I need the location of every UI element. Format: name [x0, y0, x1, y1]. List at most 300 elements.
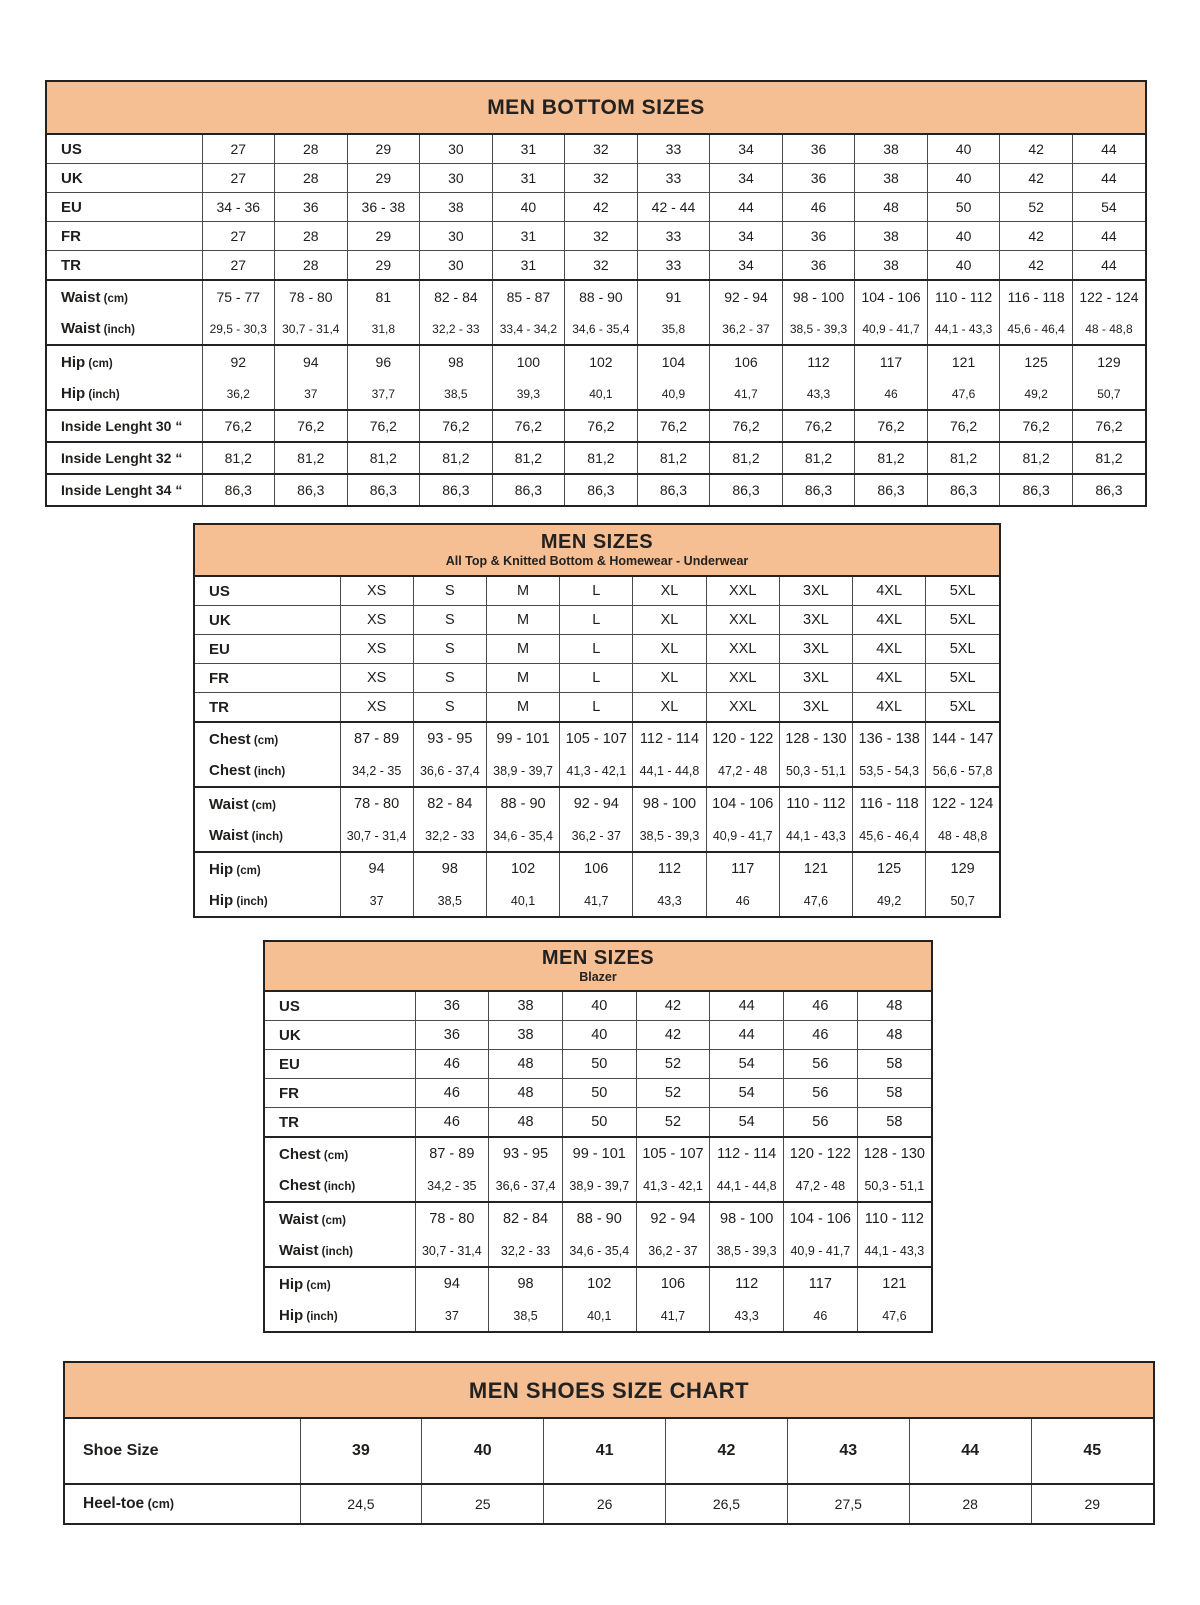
size-cell: 81,2 — [347, 442, 420, 474]
row-label — [195, 606, 340, 635]
size-cell: 46 — [784, 992, 858, 1021]
table-row — [195, 664, 999, 693]
size-cell: 37 — [340, 885, 413, 916]
table-row — [195, 787, 999, 820]
size-cell: 46 — [415, 1050, 489, 1079]
size-cell: 39,3 — [492, 378, 565, 410]
row-label-unit: (inch) — [303, 1311, 338, 1323]
size-cell: 50,7 — [1072, 378, 1145, 410]
size-cell: 98 — [413, 852, 486, 885]
row-label — [265, 1108, 415, 1138]
size-cell: 42 — [666, 1419, 788, 1484]
size-cell: 4XL — [853, 693, 926, 723]
row-label-unit: (inch) — [318, 1246, 353, 1258]
size-cell: 26 — [544, 1484, 666, 1523]
size-cell: 122 - 124 — [1072, 280, 1145, 313]
size-cell: 96 — [347, 345, 420, 378]
row-label — [265, 1202, 415, 1235]
size-cell: 30 — [420, 222, 493, 251]
size-cell: 81,2 — [1072, 442, 1145, 474]
size-cell: 44 — [710, 992, 784, 1021]
size-cell: 75 - 77 — [202, 280, 275, 313]
table-row — [47, 164, 1145, 193]
size-cell: 128 - 130 — [779, 722, 852, 755]
table-row — [265, 1021, 931, 1050]
row-label-text: EU — [209, 640, 230, 658]
table-row — [195, 577, 999, 606]
size-cell: 112 — [710, 1267, 784, 1300]
row-label-unit: (cm) — [303, 1279, 331, 1292]
size-cell: 48 — [489, 1079, 563, 1108]
table-row — [265, 1235, 931, 1267]
row-label-unit: (cm) — [318, 1214, 346, 1227]
size-cell: 38,5 — [489, 1300, 563, 1331]
row-label-unit: (inch) — [233, 896, 268, 908]
size-cell: 81,2 — [420, 442, 493, 474]
table-row — [265, 1137, 931, 1170]
row-label-unit: (inch) — [85, 389, 120, 401]
size-cell: 86,3 — [202, 474, 275, 505]
size-cell: 82 - 84 — [420, 280, 493, 313]
size-cell: 36 — [415, 992, 489, 1021]
size-cell: 129 — [926, 852, 999, 885]
size-cell: 38,5 — [420, 378, 493, 410]
row-label-text: Waist — [61, 288, 101, 306]
size-cell: 30 — [420, 164, 493, 193]
size-cell: 44,1 - 43,3 — [857, 1235, 931, 1267]
size-cell: 81,2 — [927, 442, 1000, 474]
size-cell: 106 — [636, 1267, 710, 1300]
size-cell: 86,3 — [1072, 474, 1145, 505]
size-cell: 94 — [275, 345, 348, 378]
size-cell: 40,9 - 41,7 — [855, 313, 928, 345]
row-label-unit: (cm) — [85, 357, 113, 370]
size-cell: 38,5 - 39,3 — [782, 313, 855, 345]
row-label — [195, 787, 340, 820]
size-cell: 86,3 — [637, 474, 710, 505]
size-cell: 32,2 - 33 — [420, 313, 493, 345]
size-cell: 3XL — [779, 606, 852, 635]
size-cell: M — [486, 635, 559, 664]
size-cell: 5XL — [926, 606, 999, 635]
size-cell: 92 - 94 — [710, 280, 783, 313]
size-cell: 82 - 84 — [413, 787, 486, 820]
size-cell: 40 — [562, 1021, 636, 1050]
row-label-text: Waist — [279, 1210, 319, 1228]
size-cell: 25 — [422, 1484, 544, 1523]
size-cell: 58 — [857, 1108, 931, 1138]
row-label-unit: (inch) — [100, 324, 135, 336]
size-cell: M — [486, 664, 559, 693]
size-cell: 82 - 84 — [489, 1202, 563, 1235]
size-cell: 3XL — [779, 635, 852, 664]
size-cell: 34,6 - 35,4 — [565, 313, 638, 345]
size-cell: 86,3 — [855, 474, 928, 505]
row-label — [195, 722, 340, 755]
size-cell: 121 — [857, 1267, 931, 1300]
size-cell: 34,6 - 35,4 — [562, 1235, 636, 1267]
size-cell: 42 — [1000, 164, 1073, 193]
size-cell: 121 — [779, 852, 852, 885]
size-cell: 46 — [415, 1079, 489, 1108]
size-cell: 86,3 — [927, 474, 1000, 505]
size-cell: 86,3 — [347, 474, 420, 505]
size-cell: 76,2 — [275, 410, 348, 442]
table-row — [265, 1202, 931, 1235]
size-cell: XS — [340, 693, 413, 723]
size-cell: XS — [340, 606, 413, 635]
size-cell: XL — [633, 664, 706, 693]
size-cell: 76,2 — [855, 410, 928, 442]
size-cell: 52 — [636, 1050, 710, 1079]
row-label-text: Inside Lenght 34 “ — [61, 482, 183, 498]
table-row — [47, 313, 1145, 345]
size-cell: 76,2 — [347, 410, 420, 442]
size-cell: 102 — [565, 345, 638, 378]
size-cell: 44,1 - 44,8 — [710, 1170, 784, 1202]
row-label-text: Hip — [209, 860, 234, 878]
size-cell: 144 - 147 — [926, 722, 999, 755]
size-cell: 36,6 - 37,4 — [413, 755, 486, 787]
size-cell: 45,6 - 46,4 — [853, 820, 926, 852]
size-cell: 81,2 — [492, 442, 565, 474]
row-label-text: Waist — [279, 1242, 319, 1259]
size-cell: 112 - 114 — [633, 722, 706, 755]
size-cell: 41,7 — [710, 378, 783, 410]
row-label — [195, 820, 340, 852]
size-cell: 38 — [489, 1021, 563, 1050]
size-cell: 48 — [857, 1021, 931, 1050]
size-cell: 31 — [492, 251, 565, 281]
size-cell: 48 - 48,8 — [926, 820, 999, 852]
size-cell: 33,4 - 34,2 — [492, 313, 565, 345]
size-cell: 36 — [415, 1021, 489, 1050]
row-label — [265, 1235, 415, 1267]
size-cell: 27 — [202, 164, 275, 193]
size-cell: 35,8 — [637, 313, 710, 345]
size-cell: 33 — [637, 135, 710, 164]
table-row — [47, 135, 1145, 164]
row-label-text: FR — [209, 669, 229, 687]
row-label-text: FR — [279, 1084, 299, 1102]
size-cell: 28 — [275, 164, 348, 193]
size-cell: 121 — [927, 345, 1000, 378]
size-cell: 29 — [347, 164, 420, 193]
row-label — [47, 474, 202, 505]
table-row — [47, 222, 1145, 251]
table-header — [47, 82, 1145, 135]
row-label — [47, 345, 202, 378]
size-cell: 36,2 - 37 — [560, 820, 633, 852]
size-cell: 30 — [420, 251, 493, 281]
size-cell: 86,3 — [782, 474, 855, 505]
size-cell: 38 — [855, 251, 928, 281]
table-title: MEN BOTTOM SIZES — [487, 96, 705, 119]
row-label — [47, 135, 202, 164]
size-cell: 81 — [347, 280, 420, 313]
size-cell: 42 — [636, 992, 710, 1021]
size-cell: 36 - 38 — [347, 193, 420, 222]
size-cell: 32 — [565, 251, 638, 281]
row-label — [265, 1170, 415, 1202]
size-cell: 93 - 95 — [489, 1137, 563, 1170]
size-cell: 105 - 107 — [560, 722, 633, 755]
size-cell: 48 — [489, 1108, 563, 1138]
size-cell: 58 — [857, 1079, 931, 1108]
size-cell: 40 — [562, 992, 636, 1021]
size-cell: 44 — [1072, 135, 1145, 164]
size-cell: 100 — [492, 345, 565, 378]
row-label-text: Hip — [279, 1275, 304, 1293]
size-cell: 125 — [1000, 345, 1073, 378]
table-row — [47, 251, 1145, 281]
size-cell: 32 — [565, 135, 638, 164]
size-cell: 76,2 — [637, 410, 710, 442]
table-row — [195, 606, 999, 635]
men-sizes-tops-table — [193, 523, 1001, 918]
size-cell: 37,7 — [347, 378, 420, 410]
size-cell: 88 - 90 — [565, 280, 638, 313]
table-row — [195, 852, 999, 885]
size-cell: 36 — [782, 135, 855, 164]
size-cell: 49,2 — [853, 885, 926, 916]
row-label-text: EU — [61, 198, 82, 216]
size-cell: 33 — [637, 222, 710, 251]
row-label — [47, 280, 202, 313]
size-cell: 81,2 — [637, 442, 710, 474]
size-cell: 32 — [565, 222, 638, 251]
row-label — [265, 1050, 415, 1079]
table-body — [65, 1419, 1153, 1523]
size-cell: 39 — [300, 1419, 422, 1484]
size-cell: 47,6 — [927, 378, 1000, 410]
size-cell: 28 — [275, 251, 348, 281]
size-cell: 76,2 — [927, 410, 1000, 442]
size-cell: 40,1 — [562, 1300, 636, 1331]
size-cell: 76,2 — [782, 410, 855, 442]
row-label-unit: (inch) — [320, 1181, 356, 1193]
size-cell: 78 - 80 — [415, 1202, 489, 1235]
row-label — [265, 1079, 415, 1108]
size-cell: 34,2 - 35 — [340, 755, 413, 787]
size-cell: 45,6 - 46,4 — [1000, 313, 1073, 345]
size-cell: 104 - 106 — [784, 1202, 858, 1235]
size-cell: 81,2 — [782, 442, 855, 474]
size-cell: 31 — [492, 164, 565, 193]
size-cell: 34,6 - 35,4 — [486, 820, 559, 852]
size-cell: 36 — [782, 251, 855, 281]
table-row — [47, 193, 1145, 222]
table-body — [195, 577, 999, 916]
row-label-text: FR — [61, 227, 81, 245]
size-cell: 102 — [486, 852, 559, 885]
row-label-text: Hip — [61, 385, 86, 402]
size-cell: 34,2 - 35 — [415, 1170, 489, 1202]
size-cell: 29 — [347, 251, 420, 281]
row-label — [47, 378, 202, 410]
size-cell: XXL — [706, 635, 779, 664]
size-cell: XL — [633, 606, 706, 635]
size-cell: 86,3 — [565, 474, 638, 505]
size-cell: 104 - 106 — [855, 280, 928, 313]
table-row — [265, 1108, 931, 1138]
size-cell: 47,2 - 48 — [706, 755, 779, 787]
row-label-text: Hip — [61, 353, 86, 371]
size-cell: 98 - 100 — [633, 787, 706, 820]
size-cell: 5XL — [926, 635, 999, 664]
size-cell: 117 — [855, 345, 928, 378]
size-cell: 40,1 — [486, 885, 559, 916]
size-cell: S — [413, 606, 486, 635]
size-cell: 46 — [782, 193, 855, 222]
size-cell: 50 — [562, 1079, 636, 1108]
size-cell: 136 - 138 — [853, 722, 926, 755]
size-cell: 87 - 89 — [340, 722, 413, 755]
size-cell: 34 — [710, 164, 783, 193]
size-cell: 50 — [562, 1050, 636, 1079]
size-cell: 42 — [1000, 222, 1073, 251]
size-cell: 112 - 114 — [710, 1137, 784, 1170]
row-label-text: Waist — [209, 827, 249, 844]
size-cell: 29 — [1031, 1484, 1153, 1523]
size-cell: 49,2 — [1000, 378, 1073, 410]
size-cell: 24,5 — [300, 1484, 422, 1523]
row-label — [47, 251, 202, 281]
size-cell: 38,9 - 39,7 — [562, 1170, 636, 1202]
row-label-text: Chest — [279, 1177, 321, 1194]
size-cell: 81,2 — [710, 442, 783, 474]
size-cell: 46 — [784, 1300, 858, 1331]
size-cell: 34 - 36 — [202, 193, 275, 222]
table-row — [47, 378, 1145, 410]
row-label — [195, 664, 340, 693]
size-cell: 36,2 - 37 — [710, 313, 783, 345]
row-label-text: TR — [61, 256, 81, 274]
size-cell: L — [560, 577, 633, 606]
size-cell: 87 - 89 — [415, 1137, 489, 1170]
size-cell: 44 — [909, 1419, 1031, 1484]
size-cell: 38,5 - 39,3 — [710, 1235, 784, 1267]
row-label-text: Shoe Size — [83, 1442, 159, 1459]
size-cell: 41,3 - 42,1 — [636, 1170, 710, 1202]
size-cell: 47,6 — [779, 885, 852, 916]
size-cell: 54 — [1072, 193, 1145, 222]
row-label — [195, 635, 340, 664]
size-cell: XXL — [706, 693, 779, 723]
table-row — [195, 635, 999, 664]
size-cell: 42 - 44 — [637, 193, 710, 222]
size-cell: 76,2 — [710, 410, 783, 442]
size-cell: M — [486, 606, 559, 635]
size-cell: 36 — [782, 164, 855, 193]
size-cell: 41,7 — [560, 885, 633, 916]
size-cell: 93 - 95 — [413, 722, 486, 755]
size-cell: 76,2 — [1072, 410, 1145, 442]
size-cell: 110 - 112 — [927, 280, 1000, 313]
size-cell: 52 — [636, 1079, 710, 1108]
size-cell: 88 - 90 — [486, 787, 559, 820]
size-cell: 94 — [415, 1267, 489, 1300]
table-row — [265, 1079, 931, 1108]
size-cell: 48 - 48,8 — [1072, 313, 1145, 345]
size-cell: 50,7 — [926, 885, 999, 916]
size-cell: 3XL — [779, 577, 852, 606]
size-cell: 88 - 90 — [562, 1202, 636, 1235]
size-cell: 38 — [489, 992, 563, 1021]
row-label — [47, 410, 202, 442]
table-row — [265, 1050, 931, 1079]
size-cell: 40,9 - 41,7 — [784, 1235, 858, 1267]
size-cell: 5XL — [926, 664, 999, 693]
size-cell: 43,3 — [633, 885, 706, 916]
table-row — [195, 693, 999, 723]
size-cell: 30,7 - 31,4 — [415, 1235, 489, 1267]
size-cell: 52 — [1000, 193, 1073, 222]
row-label — [265, 1021, 415, 1050]
row-label — [195, 755, 340, 787]
row-label-text: UK — [61, 169, 83, 187]
table-title: MEN SIZES — [540, 531, 654, 553]
size-cell: 99 - 101 — [562, 1137, 636, 1170]
row-label — [47, 442, 202, 474]
men-bottom-sizes-table — [45, 80, 1147, 507]
size-cell: 38 — [855, 222, 928, 251]
size-cell: 56 — [784, 1050, 858, 1079]
row-label — [47, 313, 202, 345]
row-label-unit: (inch) — [250, 766, 286, 778]
size-cell: 34 — [710, 251, 783, 281]
size-cell: 98 — [420, 345, 493, 378]
size-cell: 46 — [415, 1108, 489, 1138]
row-label — [195, 885, 340, 916]
row-label-text: Inside Lenght 32 “ — [61, 450, 183, 466]
size-cell: 31 — [492, 222, 565, 251]
size-cell: L — [560, 635, 633, 664]
size-cell: 38 — [855, 135, 928, 164]
row-label-unit: (cm) — [233, 864, 261, 877]
men-shoes-size-chart-table — [63, 1361, 1155, 1525]
table-row — [47, 280, 1145, 313]
size-cell: 36 — [275, 193, 348, 222]
size-cell: 27 — [202, 222, 275, 251]
size-cell: 40,9 - 41,7 — [706, 820, 779, 852]
row-label — [265, 1267, 415, 1300]
table-header — [195, 525, 999, 577]
size-cell: 44 — [1072, 222, 1145, 251]
size-cell: 28 — [275, 222, 348, 251]
size-cell: 48 — [489, 1050, 563, 1079]
size-cell: 76,2 — [492, 410, 565, 442]
table-header — [65, 1363, 1153, 1419]
row-label-text: Waist — [209, 795, 249, 813]
size-cell: 81,2 — [1000, 442, 1073, 474]
size-cell: 76,2 — [1000, 410, 1073, 442]
size-cell: 98 — [489, 1267, 563, 1300]
size-cell: 76,2 — [202, 410, 275, 442]
size-cell: 38,5 - 39,3 — [633, 820, 706, 852]
size-cell: 128 - 130 — [857, 1137, 931, 1170]
table-row — [265, 992, 931, 1021]
row-label-text: Inside Lenght 30 “ — [61, 418, 183, 434]
size-cell: 38,9 - 39,7 — [486, 755, 559, 787]
size-cell: 81,2 — [275, 442, 348, 474]
size-cell: 58 — [857, 1050, 931, 1079]
size-cell: XL — [633, 635, 706, 664]
size-cell: 92 - 94 — [560, 787, 633, 820]
size-cell: XS — [340, 577, 413, 606]
size-cell: 110 - 112 — [857, 1202, 931, 1235]
size-cell: 86,3 — [710, 474, 783, 505]
